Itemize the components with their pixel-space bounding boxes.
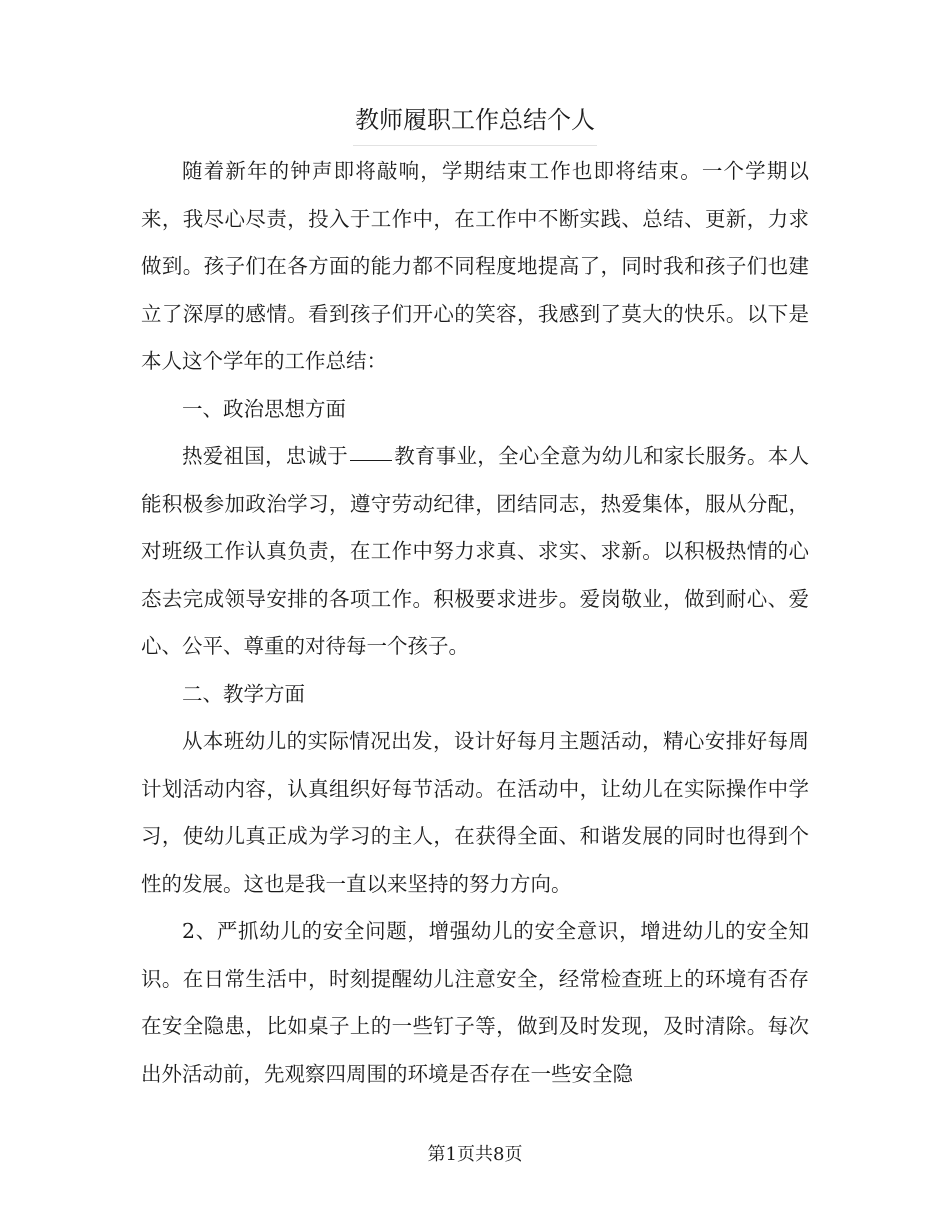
paragraph-intro: 随着新年的钟声即将敲响，学期结束工作也即将结束。一个学期以来，我尽心尽责，投入于工作中，在工作中不断实践、总结、更新，力求做到。孩子们在各方面的能力都不同程度地提高了，同时我和孩子们也建立了深厚的感情。看到孩子们开心的笑容，我感到了莫大的快乐。以下是本人这个学年的工作总结： [141,159,809,373]
section-heading-politics: 一、政治思想方面 [182,396,346,421]
paragraph-teaching: 从本班幼儿的实际情况出发，设计好每月主题活动，精心安排好每周计划活动内容，认真组织好每节活动。在活动中，让幼儿在实际操作中学习，使幼儿真正成为学习的主人，在获得全面、和谐发展的同时也得到个性的发展。这也是我一直以来坚持的努力方向。 [141,729,809,896]
document-body [141,148,809,1098]
paragraph-politics-rest: 教育事业，全心全意为幼儿和家长服务。本人能积极参加政治学习，遵守劳动纪律，团结同志，热爱集体，服从分配，对班级工作认真负责，在工作中努力求真、求实、求新。以积极热情的心态去完成领导安排的各项工作。积极要求进步。爱岗敬业，做到耐心、爱心、公平、尊重的对待每一个孩子。 [141,444,809,658]
paragraph-politics [141,433,809,671]
document-title: 教师履职工作总结个人 [353,96,597,146]
paragraph-safety: 2、严抓幼儿的安全问题，增强幼儿的安全意识，增进幼儿的安全知识。在日常生活中，时刻提醒幼儿注意安全，经常检查班上的环境有否存在安全隐患，比如桌子上的一些钉子等，做到及时发现，及时清除。每次出外活动前，先观察四周围的环境是否存在一些安全隐 [141,919,809,1086]
page-number: 第1页共8页 [427,1144,523,1165]
paragraph-politics-start: 热爱祖国，忠诚于 [182,444,348,468]
section-heading-teaching: 二、教学方面 [182,681,305,706]
title-area [0,96,950,146]
fill-in-blank [350,459,392,461]
